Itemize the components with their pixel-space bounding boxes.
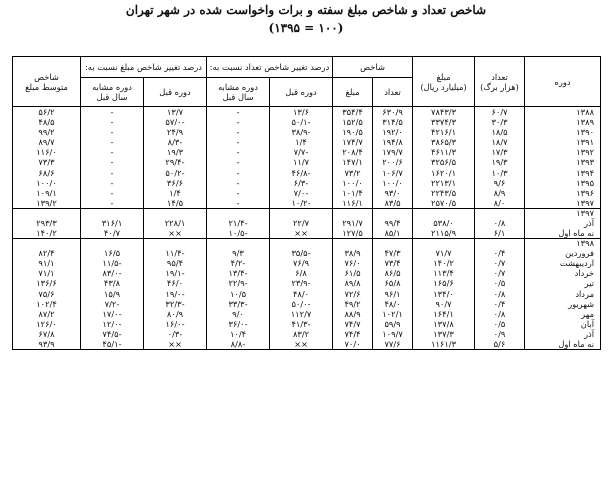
table-cell: ۱۳۶/۶ bbox=[13, 278, 81, 288]
table-row bbox=[13, 228, 601, 239]
table-cell: ۷۶/۹ bbox=[270, 258, 333, 268]
table-row bbox=[13, 329, 601, 339]
table-cell: -۷/۷ bbox=[270, 147, 333, 157]
table-cell: -۷/۲ bbox=[81, 299, 144, 309]
table-cell: ۳۶/۶ bbox=[144, 178, 207, 188]
header-count-same-text: دوره مشابه سال قبل bbox=[218, 82, 258, 102]
table-cell: ۵۶/۲ bbox=[13, 107, 81, 118]
table-cell: ۰/۷ bbox=[475, 258, 525, 268]
header-index-count: تعداد bbox=[373, 78, 413, 107]
table-cell: ۱/۴ bbox=[144, 188, 207, 198]
table-cell: ۱۶۲۰/۱ bbox=[413, 168, 475, 178]
table-cell: - bbox=[81, 198, 144, 209]
table-cell: ۱۰۰/۰ bbox=[333, 178, 373, 188]
table-cell: - bbox=[207, 137, 270, 147]
row-period: ۱۳۹۵ bbox=[525, 178, 601, 188]
row-period: ۱۳۹۳ bbox=[525, 157, 601, 167]
table-cell: ۱۱۶/۰ bbox=[13, 147, 81, 157]
table-cell: -۱۲/۰ bbox=[81, 319, 144, 329]
row-period: اردیبهشت bbox=[525, 258, 601, 268]
table-cell: -۴۵/۱ bbox=[81, 339, 144, 350]
table-cell: ۰/۴ bbox=[475, 248, 525, 258]
table-cell: ۱۳۷/۳ bbox=[413, 329, 475, 339]
header-amount-same bbox=[81, 78, 144, 107]
row-period: آبان bbox=[525, 319, 601, 329]
header-amount-text: مبلغ (میلیارد ریال) bbox=[420, 71, 467, 92]
header-index: شاخص bbox=[333, 57, 413, 78]
section-year: ۱۳۹۸ bbox=[525, 239, 601, 249]
table-cell bbox=[270, 239, 333, 249]
table-cell: ۷۳/۴ bbox=[373, 258, 413, 268]
table-cell: ۴۸/۰ bbox=[373, 299, 413, 309]
table-cell: ۵۳۸/۰ bbox=[413, 218, 475, 228]
table-cell: ۴۹/۲ bbox=[333, 299, 373, 309]
table-cell: -۲۳/۹ bbox=[270, 278, 333, 288]
table-row bbox=[13, 137, 601, 147]
header-chg-amount: درصد تغییر شاخص مبلغ نسبت به: bbox=[81, 57, 207, 78]
table-cell: ۱۰/۳ bbox=[475, 168, 525, 178]
table-cell: ۸/۹ bbox=[475, 188, 525, 198]
table-cell: -۱۱/۴ bbox=[144, 248, 207, 258]
table-cell: ۹/۳ bbox=[207, 248, 270, 258]
section-row bbox=[13, 239, 601, 249]
table-cell: ۱۱/۷ bbox=[270, 157, 333, 167]
header-count-prev: دوره قبل bbox=[270, 78, 333, 107]
table-cell: ۱۴۷/۱ bbox=[333, 157, 373, 167]
table-cell: ۱۰۹/۱ bbox=[13, 188, 81, 198]
table-row bbox=[13, 117, 601, 127]
table-cell: ۸۷/۲ bbox=[13, 309, 81, 319]
header-count bbox=[475, 57, 525, 107]
table-cell: -۱۹/۱ bbox=[144, 268, 207, 278]
table-cell: ۰/۵ bbox=[475, 278, 525, 288]
table-cell: ۱۰۰/۰ bbox=[373, 178, 413, 188]
table-cell: ۱۰۰/۰ bbox=[13, 178, 81, 188]
table-cell: ۰/۸ bbox=[475, 289, 525, 299]
table-cell: ۷۰/۰ bbox=[333, 339, 373, 350]
page-subtitle: (۱۳۹۵ = ۱۰۰) bbox=[268, 21, 344, 35]
table-cell: ۱۹۲/۰ bbox=[373, 127, 413, 137]
table-cell: -۸۳/۰ bbox=[81, 268, 144, 278]
table-cell: - bbox=[81, 157, 144, 167]
table-cell: ۴۶/۰ bbox=[144, 278, 207, 288]
row-period: ۱۳۹۲ bbox=[525, 147, 601, 157]
table-cell: ۱۷۴/۷ bbox=[333, 137, 373, 147]
table-cell: ۹۶/۱ bbox=[373, 289, 413, 299]
table-cell: ۷۶/۰ bbox=[333, 258, 373, 268]
table-row bbox=[13, 168, 601, 178]
table-cell: ۹۹/۴ bbox=[373, 218, 413, 228]
header-period: دوره bbox=[525, 57, 601, 107]
table-cell: ۱۴۰/۲ bbox=[413, 258, 475, 268]
table-cell: ۸۹/۷ bbox=[13, 137, 81, 147]
table-cell: ۱۶۴/۱ bbox=[413, 309, 475, 319]
table-cell bbox=[333, 208, 373, 218]
table-cell: ۳۸/۹ bbox=[333, 248, 373, 258]
table-cell: ۰/۷ bbox=[475, 268, 525, 278]
table-cell: ۴۸/۵ bbox=[13, 117, 81, 127]
table-row bbox=[13, 157, 601, 167]
table-cell: - bbox=[81, 137, 144, 147]
table-cell: - bbox=[81, 107, 144, 118]
table-cell: -۶/۳ bbox=[270, 178, 333, 188]
table-cell: -۳۳/۳ bbox=[207, 299, 270, 309]
table-cell bbox=[81, 208, 144, 218]
table-cell: ۱۷/۳ bbox=[475, 147, 525, 157]
table-cell: ۶۸/۶ bbox=[13, 168, 81, 178]
table-cell: ۷۱/۷ bbox=[413, 248, 475, 258]
table-row bbox=[13, 309, 601, 319]
table-cell: -۳۵/۵ bbox=[270, 248, 333, 258]
table-cell: ۴۸/۰ bbox=[270, 289, 333, 299]
row-period: ۱۳۹۶ bbox=[525, 188, 601, 198]
header-amount-prev: دوره قبل bbox=[144, 78, 207, 107]
header-amount-same-text: دوره مشابه سال قبل bbox=[92, 82, 132, 102]
table-cell: -۲۹/۴ bbox=[144, 157, 207, 167]
table-cell: ۰/۵ bbox=[475, 319, 525, 329]
table-cell: ۱۸/۵ bbox=[475, 127, 525, 137]
table-cell: -۴/۲ bbox=[207, 258, 270, 268]
table-cell: ۱۰/۵ bbox=[207, 289, 270, 299]
table-cell: -۴۱/۳ bbox=[270, 319, 333, 329]
table-cell: ۳۱۶/۱ bbox=[81, 218, 144, 228]
table-cell: -۳۶/۰ bbox=[207, 319, 270, 329]
table-cell bbox=[373, 208, 413, 218]
table-row bbox=[13, 258, 601, 268]
table-cell: ۸۳/۵ bbox=[373, 198, 413, 209]
table-cell: ۱۳/۷ bbox=[144, 107, 207, 118]
table-cell: ۱۹۴/۸ bbox=[373, 137, 413, 147]
table-cell: ۴۶۱۱/۳ bbox=[413, 147, 475, 157]
table-cell: ۱۰۱/۴ bbox=[333, 188, 373, 198]
table-cell: ۲۰۸/۴ bbox=[333, 147, 373, 157]
table-cell: -۳۲/۳ bbox=[144, 299, 207, 309]
section-row bbox=[13, 208, 601, 218]
table-cell: -۰/۳ bbox=[144, 329, 207, 339]
table-cell: ۱۲۶/۰ bbox=[13, 319, 81, 329]
table-cell: -۱۷/۰ bbox=[81, 309, 144, 319]
table-cell: ×× bbox=[270, 339, 333, 350]
table-cell bbox=[144, 239, 207, 249]
header-count-same bbox=[207, 78, 270, 107]
table-cell: ۱۹/۳ bbox=[144, 147, 207, 157]
row-period: ۱۳۹۰ bbox=[525, 127, 601, 137]
table-row bbox=[13, 268, 601, 278]
table-cell: ۱۵۲/۵ bbox=[333, 117, 373, 127]
table-row bbox=[13, 278, 601, 288]
table-cell: ۶۱/۵ bbox=[333, 268, 373, 278]
table-cell: - bbox=[207, 127, 270, 137]
table-cell: ۶۵/۸ bbox=[373, 278, 413, 288]
table-cell: ۹۵/۴ bbox=[144, 258, 207, 268]
table-cell: ۱۸/۷ bbox=[475, 137, 525, 147]
table-cell: ۲۹۱/۷ bbox=[333, 218, 373, 228]
row-period: خرداد bbox=[525, 268, 601, 278]
table-cell: ۵۹/۹ bbox=[373, 319, 413, 329]
table-cell bbox=[270, 208, 333, 218]
row-period: ۱۳۹۴ bbox=[525, 168, 601, 178]
table-cell: ۳۱۴/۵ bbox=[373, 117, 413, 127]
table-cell: ۱۹۰/۵ bbox=[333, 127, 373, 137]
table-cell: -۵۰/۰ bbox=[270, 299, 333, 309]
table-cell: -۲۲/۹ bbox=[207, 278, 270, 288]
table-cell: ۱۰۶/۷ bbox=[373, 168, 413, 178]
table-row bbox=[13, 299, 601, 309]
table-cell: ۳۸۶۵/۳ bbox=[413, 137, 475, 147]
table-cell: ۱۶/۵ bbox=[81, 248, 144, 258]
table-cell: -۱۰/۵ bbox=[207, 228, 270, 239]
table-cell: ۸۸/۹ bbox=[333, 309, 373, 319]
table-cell: - bbox=[207, 157, 270, 167]
table-cell: ۳۳۷۴/۳ bbox=[413, 117, 475, 127]
table-cell: ۹۳/۹ bbox=[13, 339, 81, 350]
table-cell: ۱/۴ bbox=[270, 137, 333, 147]
table-cell: ۲۴/۹ bbox=[144, 127, 207, 137]
table-cell: ۶/۱ bbox=[475, 228, 525, 239]
table-cell: ۳۵۴/۴ bbox=[333, 107, 373, 118]
row-period: آذر bbox=[525, 218, 601, 228]
table-cell: ۲۲۸/۱ bbox=[144, 218, 207, 228]
table-cell: ۴۲۱۶/۱ bbox=[413, 127, 475, 137]
table-cell: ۲۲۱۳/۱ bbox=[413, 178, 475, 188]
table-cell: -۱۹/۰ bbox=[144, 289, 207, 299]
table-cell bbox=[144, 208, 207, 218]
table-cell: ۲۹۳/۳ bbox=[13, 218, 81, 228]
table-cell: ۴۷/۳ bbox=[373, 248, 413, 258]
table-cell bbox=[373, 239, 413, 249]
table-cell: -۱۶/۰ bbox=[144, 319, 207, 329]
table-cell: - bbox=[207, 107, 270, 118]
header-chg-count: درصد تغییر شاخص تعداد نسبت به: bbox=[207, 57, 333, 78]
row-period: تیر bbox=[525, 278, 601, 288]
table-cell: -۸/۸ bbox=[207, 339, 270, 350]
table-row bbox=[13, 107, 601, 118]
table-cell bbox=[413, 239, 475, 249]
table-cell: ۹/۰ bbox=[207, 309, 270, 319]
table-cell: ۷۳/۳ bbox=[13, 157, 81, 167]
table-cell: ۱۳۴/۰ bbox=[413, 289, 475, 299]
table-cell: -۱۱/۵ bbox=[81, 258, 144, 268]
table-cell bbox=[333, 239, 373, 249]
table-cell: ۷۵/۶ bbox=[13, 289, 81, 299]
table-cell: ۰/۹ bbox=[475, 329, 525, 339]
table-cell: ۱۴/۵ bbox=[144, 198, 207, 209]
header-avg-amount-text: شاخص متوسط مبلغ bbox=[25, 71, 68, 92]
table-cell: ۱۱۶/۱ bbox=[333, 198, 373, 209]
table-cell: ۶/۸ bbox=[270, 268, 333, 278]
table-cell: ۷۴/۷ bbox=[333, 319, 373, 329]
table-cell: ۲۲۴۳/۵ bbox=[413, 188, 475, 198]
table-cell: - bbox=[81, 147, 144, 157]
table-cell: ۱۰۹/۷ bbox=[373, 329, 413, 339]
table-cell: -۵۷/۰ bbox=[144, 117, 207, 127]
table-cell: ۱۶۵/۶ bbox=[413, 278, 475, 288]
table-cell: - bbox=[207, 117, 270, 127]
table-cell: ۸/۰ bbox=[475, 198, 525, 209]
table-cell: ۸۰/۹ bbox=[144, 309, 207, 319]
table-row bbox=[13, 188, 601, 198]
table-cell: ۰/۴ bbox=[475, 299, 525, 309]
table-cell: - bbox=[81, 178, 144, 188]
table-cell: ۳۲۵۶/۵ bbox=[413, 157, 475, 167]
table-cell: ۱۰/۴ bbox=[207, 329, 270, 339]
table-cell: ۰/۸ bbox=[475, 309, 525, 319]
table-cell bbox=[13, 239, 81, 249]
table-cell: ۱۹/۳ bbox=[475, 157, 525, 167]
row-period: ۱۳۸۹ bbox=[525, 117, 601, 127]
table-cell: ×× bbox=[270, 228, 333, 239]
table-body bbox=[13, 107, 601, 350]
table-cell: - bbox=[207, 147, 270, 157]
row-period: ۱۳۸۸ bbox=[525, 107, 601, 118]
table-cell: -۱۰/۲ bbox=[270, 198, 333, 209]
row-period: ۱۳۹۷ bbox=[525, 198, 601, 209]
page-title: شاخص تعداد و شاخص مبلغ سفته و برات واخواست شده در شهر تهران bbox=[125, 3, 487, 17]
table-cell: ۱۱۲/۷ bbox=[270, 309, 333, 319]
table-cell bbox=[13, 208, 81, 218]
table-row bbox=[13, 127, 601, 137]
table-cell: ۸۶/۵ bbox=[373, 268, 413, 278]
table-cell: ۷۱/۱ bbox=[13, 268, 81, 278]
table-row bbox=[13, 319, 601, 329]
table-cell: ۴۰/۷ bbox=[81, 228, 144, 239]
table-cell bbox=[81, 239, 144, 249]
table-cell: -۷/۰ bbox=[270, 188, 333, 198]
table-cell: ×× bbox=[144, 228, 207, 239]
table-row bbox=[13, 289, 601, 299]
table-cell: ۸۲/۴ bbox=[13, 248, 81, 258]
row-period: فروردین bbox=[525, 248, 601, 258]
table-cell bbox=[207, 208, 270, 218]
section-year: ۱۳۹۷ bbox=[525, 208, 601, 218]
table-cell: ۲۱۱۵/۹ bbox=[413, 228, 475, 239]
table-cell: - bbox=[207, 198, 270, 209]
table-cell: ۱۰۲/۴ bbox=[13, 299, 81, 309]
table-cell: - bbox=[81, 117, 144, 127]
table-cell: ۷۷/۶ bbox=[373, 339, 413, 350]
table-cell bbox=[475, 239, 525, 249]
table-cell: ۷۸۴۳/۳ bbox=[413, 107, 475, 118]
table-cell: ۹/۶ bbox=[475, 178, 525, 188]
table-row bbox=[13, 198, 601, 209]
table-cell: ۲۵۷۰/۵ bbox=[413, 198, 475, 209]
table-row bbox=[13, 248, 601, 258]
table-cell: ۱۲۷/۵ bbox=[333, 228, 373, 239]
table-cell: ۹۰/۷ bbox=[413, 299, 475, 309]
header-avg-amount bbox=[13, 57, 81, 107]
table-cell: ×× bbox=[144, 339, 207, 350]
table-cell bbox=[475, 208, 525, 218]
table-cell: ۹۱/۱ bbox=[13, 258, 81, 268]
table-cell: ۵/۶ bbox=[475, 339, 525, 350]
table-cell: ۲۰۰/۶ bbox=[373, 157, 413, 167]
table-cell: ۱۳۷/۸ bbox=[413, 319, 475, 329]
table-cell: ۷۲/۶ bbox=[333, 289, 373, 299]
table-cell: ۶۰/۷ bbox=[475, 107, 525, 118]
table-cell: ۱۱۶۱/۳ bbox=[413, 339, 475, 350]
table-cell: - bbox=[81, 168, 144, 178]
table-row bbox=[13, 218, 601, 228]
table-cell: ۸۳/۲ bbox=[270, 329, 333, 339]
table-cell: ۳۰/۳ bbox=[475, 117, 525, 127]
table-cell: -۵۰/۲ bbox=[144, 168, 207, 178]
table-row bbox=[13, 178, 601, 188]
table-cell: ۱۰۲/۱ bbox=[373, 309, 413, 319]
row-period: مهر bbox=[525, 309, 601, 319]
table-cell: ۱۳/۶ bbox=[270, 107, 333, 118]
table-cell: ۱۷۹/۷ bbox=[373, 147, 413, 157]
table-cell: -۸/۳ bbox=[144, 137, 207, 147]
table-cell: -۷۴/۵ bbox=[81, 329, 144, 339]
table-cell: ۹۹/۲ bbox=[13, 127, 81, 137]
table-row bbox=[13, 147, 601, 157]
table-cell: - bbox=[207, 188, 270, 198]
table-cell: -۱۳/۴ bbox=[207, 268, 270, 278]
table-cell: ۲۲/۷ bbox=[270, 218, 333, 228]
row-period: نه ماه اول bbox=[525, 339, 601, 350]
table-cell: -۲۱/۴ bbox=[207, 218, 270, 228]
table-cell: ۱۱۳/۴ bbox=[413, 268, 475, 278]
row-period: آذر bbox=[525, 329, 601, 339]
table-cell: - bbox=[81, 188, 144, 198]
table-cell: ۴۳/۸ bbox=[81, 278, 144, 288]
table-cell: ۱۴۰/۲ bbox=[13, 228, 81, 239]
table-cell: ۷۴/۴ bbox=[333, 329, 373, 339]
row-period: مرداد bbox=[525, 289, 601, 299]
row-period: نه ماه اول bbox=[525, 228, 601, 239]
table-row bbox=[13, 339, 601, 350]
table-cell: ۷۳/۲ bbox=[333, 168, 373, 178]
table-cell: ۶۳۰/۹ bbox=[373, 107, 413, 118]
table-cell: - bbox=[81, 127, 144, 137]
table-cell: -۴۶/۸ bbox=[270, 168, 333, 178]
table-cell: ۹۳/۰ bbox=[373, 188, 413, 198]
table-cell: ۸۹/۸ bbox=[333, 278, 373, 288]
table-cell: -۵۰/۱ bbox=[270, 117, 333, 127]
row-period: شهریور bbox=[525, 299, 601, 309]
table-cell: ۱۳۹/۲ bbox=[13, 198, 81, 209]
table-cell: ۰/۸ bbox=[475, 218, 525, 228]
row-period: ۱۳۹۱ bbox=[525, 137, 601, 147]
table-cell bbox=[207, 239, 270, 249]
table-cell: ۶۷/۸ bbox=[13, 329, 81, 339]
table-cell: ۱۵/۹ bbox=[81, 289, 144, 299]
table-cell: - bbox=[207, 178, 270, 188]
data-table bbox=[12, 56, 601, 350]
header-amount bbox=[413, 57, 475, 107]
table-cell bbox=[413, 208, 475, 218]
header-count-text: تعداد (هزار برگ) bbox=[480, 71, 519, 92]
table-cell: -۳۸/۹ bbox=[270, 127, 333, 137]
table-cell: - bbox=[207, 168, 270, 178]
table-cell: ۸۵/۱ bbox=[373, 228, 413, 239]
header-index-amount: مبلغ bbox=[333, 78, 373, 107]
